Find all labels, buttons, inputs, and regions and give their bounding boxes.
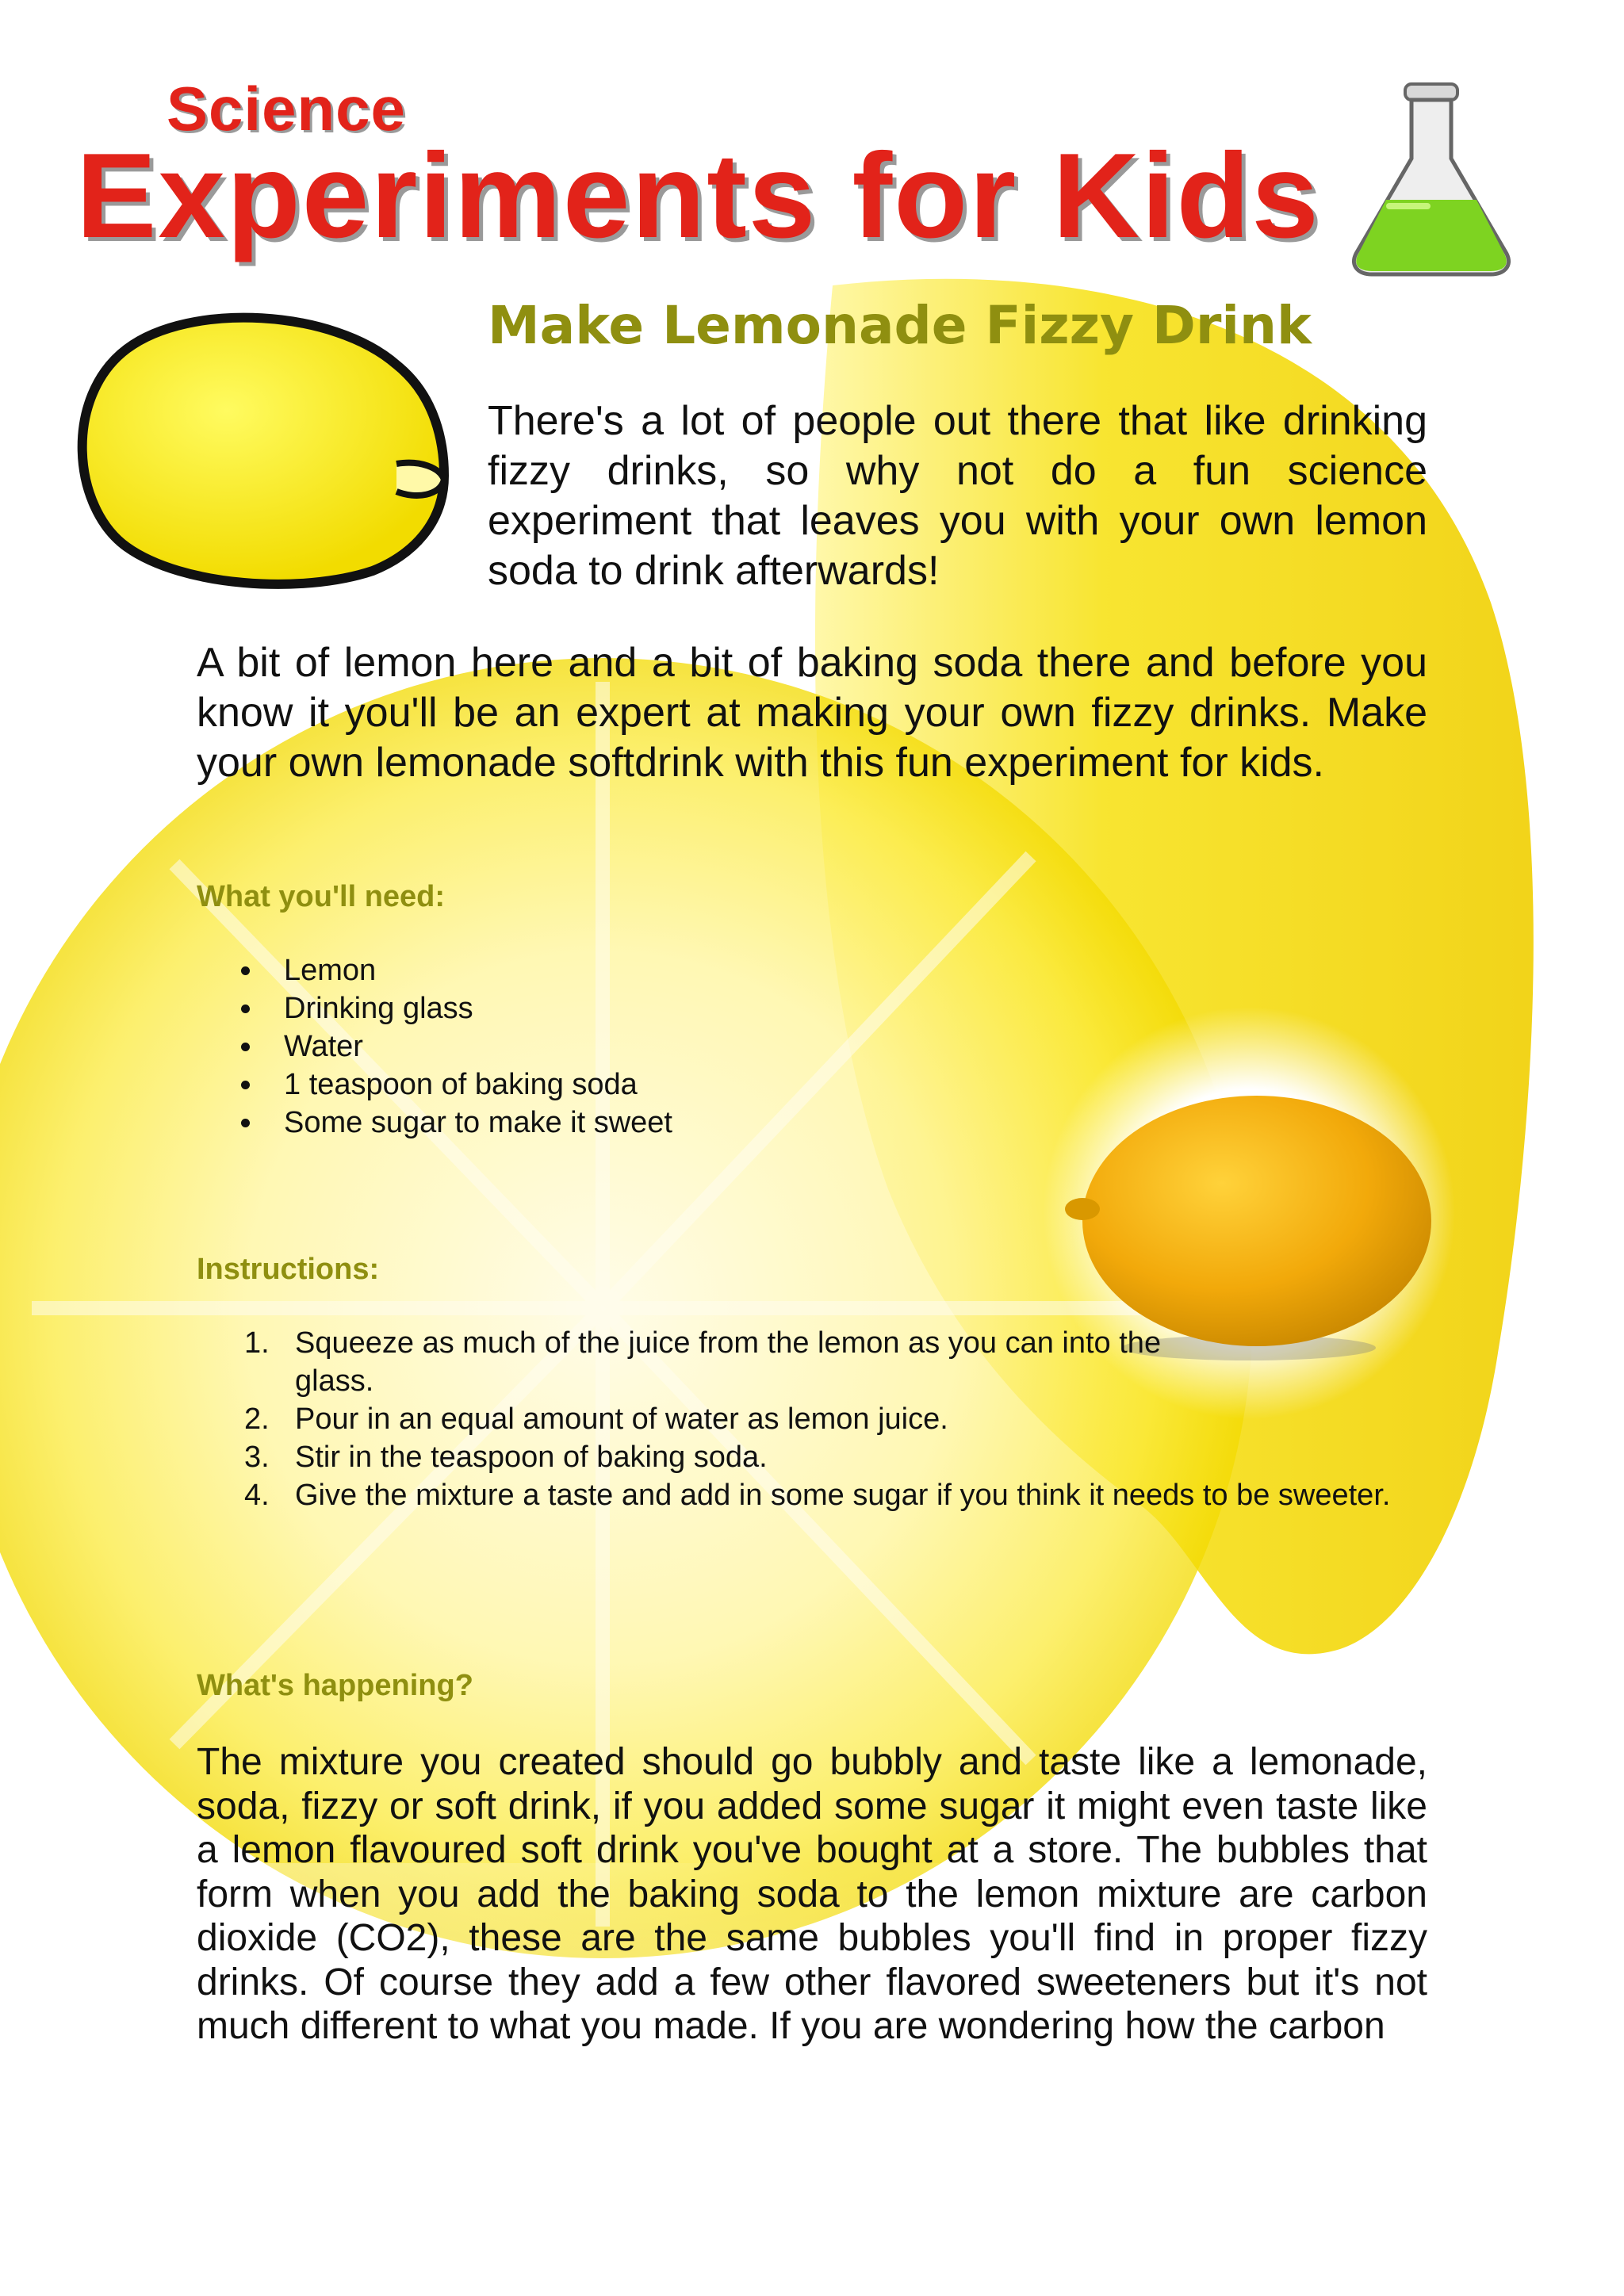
explanation-paragraph: The mixture you created should go bubbly and taste like a lemonade, soda, fizzy or soft drink, if you added some sugar it might even taste like a lemon flavoured soft drink you've bought at a store. The bubbles that form when you add the baking soda to the lemon mixture are carbon dioxide (CO2), these are the same bubbles you'll find in proper fizzy drinks. Of course they add a few other flavored sweeteners but it's not much different to what you made. If you are wondering how the carbon — [197, 1741, 1427, 2047]
step-number: 1. — [244, 1326, 270, 1360]
step-text: Pour in an equal amount of water as lemon juice. — [295, 1402, 948, 1436]
step-item — [197, 1324, 1191, 1400]
list-item: Some sugar to make it sweet — [284, 1104, 672, 1142]
body-paragraph: A bit of lemon here and a bit of baking soda there and before you know it you'll be an expert at making your own fizzy drinks. Make your own lemonade softdrink with this fun experiment for kids. — [197, 640, 1427, 786]
list-item: Lemon — [284, 951, 672, 989]
flask-icon — [1340, 79, 1522, 277]
step-number: 2. — [244, 1402, 270, 1436]
instructions-heading: Instructions: — [197, 1253, 380, 1286]
step-item — [197, 1476, 1508, 1514]
logo-title-text: Experiments for Kids — [76, 128, 1320, 263]
intro-paragraph: There's a lot of people out there that like drinking fizzy drinks, so why not do a fun science experiment that leaves you with your own lemon soda to drink afterwards! — [488, 398, 1427, 594]
list-item: Drinking glass — [284, 989, 672, 1027]
step-item — [197, 1438, 1434, 1476]
logo-science-text: Science — [167, 74, 406, 144]
instructions-list — [197, 1324, 1434, 1514]
step-text: Squeeze as much of the juice from the lemon as you can into the glass. — [295, 1326, 1162, 1398]
cartoon-lemon-icon — [82, 318, 444, 584]
step-number: 3. — [244, 1441, 270, 1474]
list-item: 1 teaspoon of baking soda — [284, 1066, 672, 1104]
step-item — [197, 1400, 1434, 1438]
step-number: 4. — [244, 1479, 270, 1512]
list-item: Water — [284, 1027, 672, 1066]
needs-list — [197, 951, 672, 1142]
step-text: Give the mixture a taste and add in some sugar if you think it needs to be sweeter. — [295, 1479, 1391, 1512]
page-title: Make Lemonade Fizzy Drink — [488, 295, 1312, 356]
step-text: Stir in the teaspoon of baking soda. — [295, 1441, 768, 1474]
needs-heading: What you'll need: — [197, 880, 446, 913]
happening-heading: What's happening? — [197, 1669, 473, 1702]
